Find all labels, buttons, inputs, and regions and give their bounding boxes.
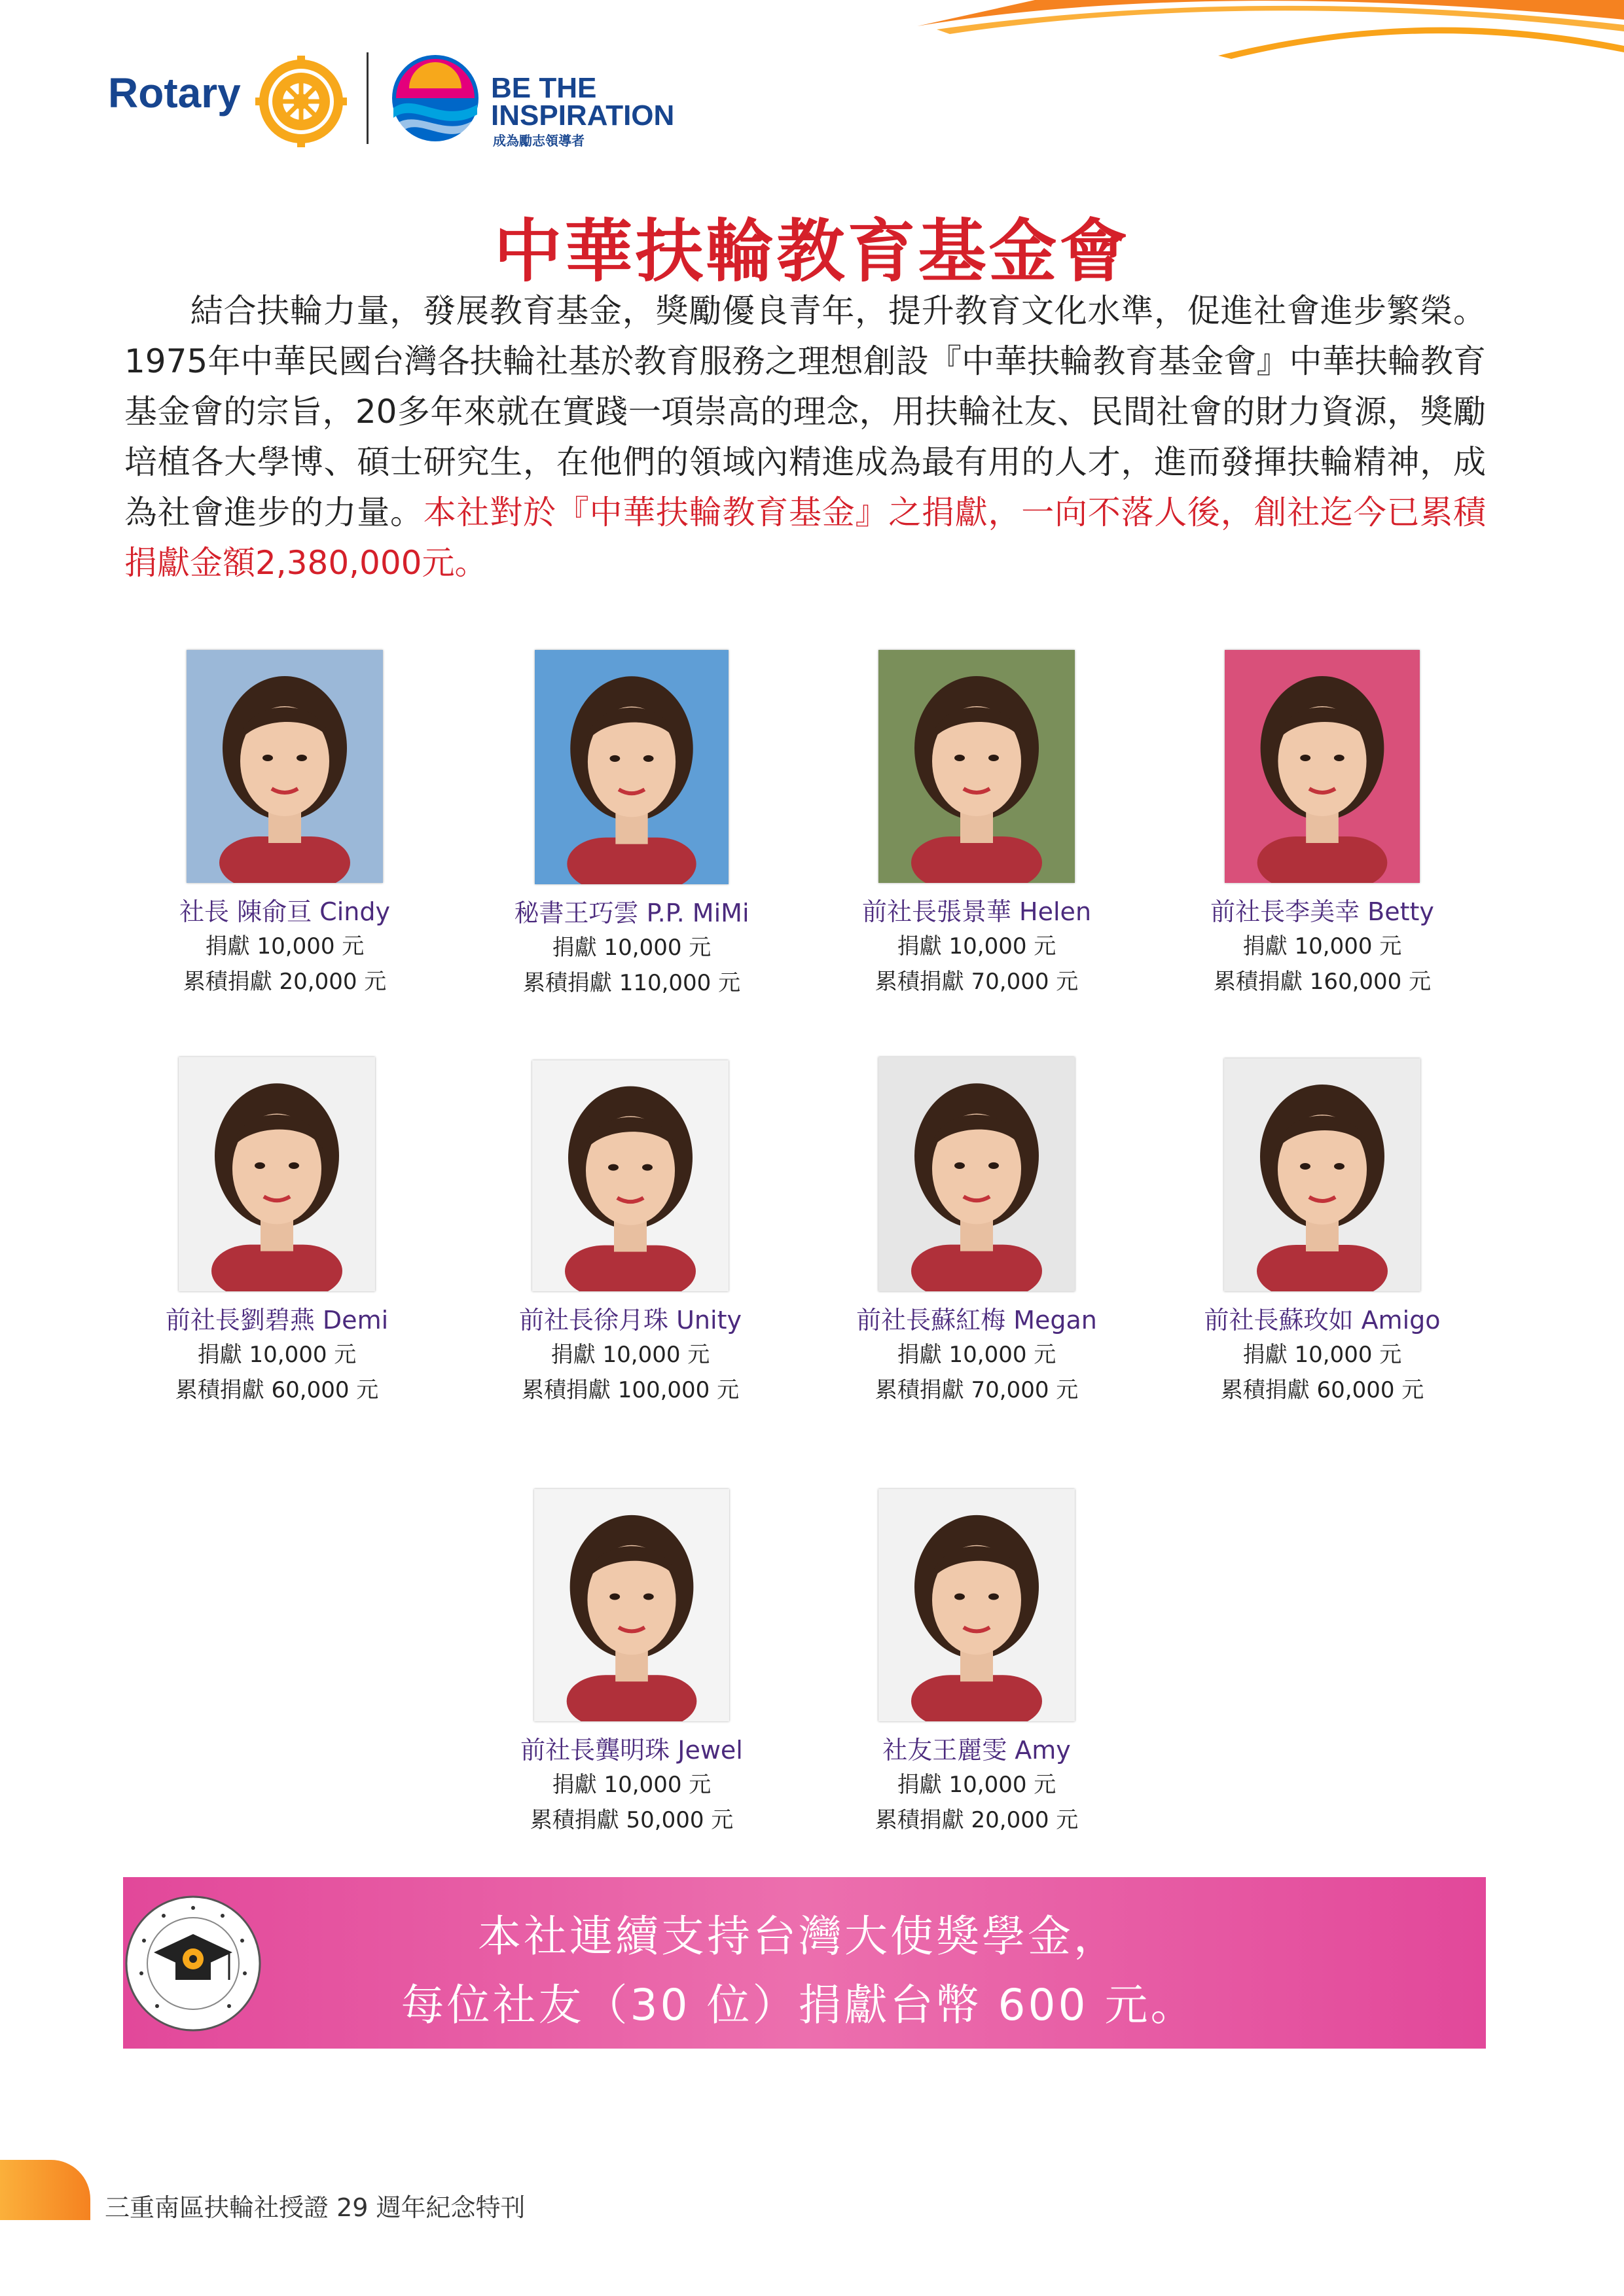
donor-total: 累積捐獻 160,000 元 (1213, 969, 1432, 995)
donor-photo (535, 650, 729, 884)
donor-photo (534, 1489, 729, 1721)
donor-donation: 捐獻 10,000 元 (897, 1772, 1056, 1798)
donor-card (461, 1489, 802, 1838)
donor-photo (878, 1489, 1075, 1721)
donor-total: 累積捐獻 60,000 元 (1220, 1377, 1424, 1403)
portrait-image (878, 1489, 1075, 1721)
donor-total: 累積捐獻 50,000 元 (530, 1807, 734, 1833)
theme-line-2: INSPIRATION (491, 99, 675, 132)
header-divider (367, 52, 369, 144)
theme-subtitle: 成為勵志領導者 (493, 133, 585, 149)
rotary-wordmark: Rotary (108, 69, 241, 117)
donor-photo (1224, 1058, 1420, 1291)
donor-card (460, 1060, 801, 1408)
header-swoosh-decoration (839, 0, 1624, 79)
donor-card (107, 1057, 447, 1408)
donor-donation: 捐獻 10,000 元 (897, 1342, 1056, 1368)
donor-name: 前社長李美幸 Betty (1210, 897, 1434, 926)
donor-name: 社友王麗雯 Amy (882, 1736, 1071, 1765)
donor-name: 前社長龔明珠 Jewel (520, 1736, 743, 1765)
donor-photo (1225, 650, 1420, 883)
donor-name: 前社長徐月珠 Unity (519, 1306, 742, 1335)
donor-donation: 捐獻 10,000 元 (552, 935, 712, 961)
portrait-image (532, 1060, 729, 1291)
portrait-image (878, 1057, 1075, 1291)
portrait-image (187, 650, 383, 883)
intro-paragraph (124, 286, 1486, 588)
donor-donation: 捐獻 10,000 元 (552, 1772, 712, 1798)
donor-photo (878, 650, 1075, 883)
header-logos (108, 49, 697, 147)
donor-card (806, 1057, 1147, 1408)
donor-card (806, 1489, 1147, 1838)
donor-total: 累積捐獻 20,000 元 (875, 1807, 1079, 1833)
donor-name: 社長 陳俞亘 Cindy (179, 897, 390, 926)
portrait-image (179, 1057, 375, 1291)
donor-card (461, 650, 802, 1001)
donor-total: 累積捐獻 60,000 元 (175, 1377, 379, 1403)
donor-donation: 捐獻 10,000 元 (1242, 1342, 1402, 1368)
footer-tab-decoration (0, 2160, 90, 2220)
donor-donation: 捐獻 10,000 元 (897, 933, 1056, 960)
donor-name: 前社長蘇玫如 Amigo (1204, 1306, 1441, 1335)
portrait-image (534, 1489, 729, 1721)
donor-photo (187, 650, 383, 883)
banner-line-2: 每位社友（30 位）捐獻台幣 600 元。 (401, 1980, 1197, 2030)
donor-total: 累積捐獻 70,000 元 (875, 1377, 1079, 1403)
donor-total: 累積捐獻 110,000 元 (522, 970, 741, 996)
donor-name: 秘書王巧雲 P.P. MiMi (514, 899, 749, 927)
theme-line-1: BE THE (491, 72, 597, 104)
footer-publication-title: 三重南區扶輪社授證 29 週年紀念特刊 (105, 2193, 526, 2222)
banner-line-1: 本社連續支持台灣大使獎學金， (478, 1911, 1119, 1962)
portrait-image (535, 650, 729, 884)
donor-donation: 捐獻 10,000 元 (205, 933, 365, 960)
be-the-inspiration-mark-icon (389, 52, 481, 144)
portrait-image (1225, 650, 1420, 883)
donor-donation: 捐獻 10,000 元 (1242, 933, 1402, 960)
donor-card (806, 650, 1147, 999)
donor-name: 前社長蘇紅梅 Megan (856, 1306, 1097, 1335)
donor-total: 累積捐獻 20,000 元 (183, 969, 387, 995)
donor-donation: 捐獻 10,000 元 (550, 1342, 710, 1368)
rotary-wheel-icon (255, 56, 347, 147)
foundation-seal-icon (124, 1895, 262, 2032)
donor-total: 累積捐獻 70,000 元 (875, 969, 1079, 995)
donor-photo (878, 1057, 1075, 1291)
donor-card (1152, 650, 1492, 999)
donor-donation: 捐獻 10,000 元 (197, 1342, 357, 1368)
intro-highlight: 本社對於『中華扶輪教育基金』之捐獻，一向不落人後，創社迄今已累積捐獻金額2,380,000元。 (124, 493, 1486, 582)
donor-name: 前社長劉碧燕 Demi (165, 1306, 389, 1335)
donor-photo (179, 1057, 375, 1291)
donor-photo (532, 1060, 729, 1291)
portrait-image (1224, 1058, 1420, 1291)
page-title: 中華扶輪教育基金會 (494, 211, 1130, 291)
intro-body: 結合扶輪力量，發展教育基金，獎勵優良青年，提升教育文化水準，促進社會進步繁榮。1975年中華民國台灣各扶輪社基於教育服務之理想創設『中華扶輪教育基金會』中華扶輪教育基金會的宗旨，20多年來就在實踐一項崇高的理念，用扶輪社友、民間社會的財力資源，獎勵培植各大學博、碩士研究生，在他們的領域內精進成為最有用的人才，進而發揮扶輪精神，成為社會進步的力量。 (124, 292, 1486, 531)
donor-card (1152, 1058, 1492, 1408)
donor-card (115, 650, 455, 999)
donor-name: 前社長張景華 Helen (861, 897, 1092, 926)
portrait-image (878, 650, 1075, 883)
donor-total: 累積捐獻 100,000 元 (521, 1377, 740, 1403)
